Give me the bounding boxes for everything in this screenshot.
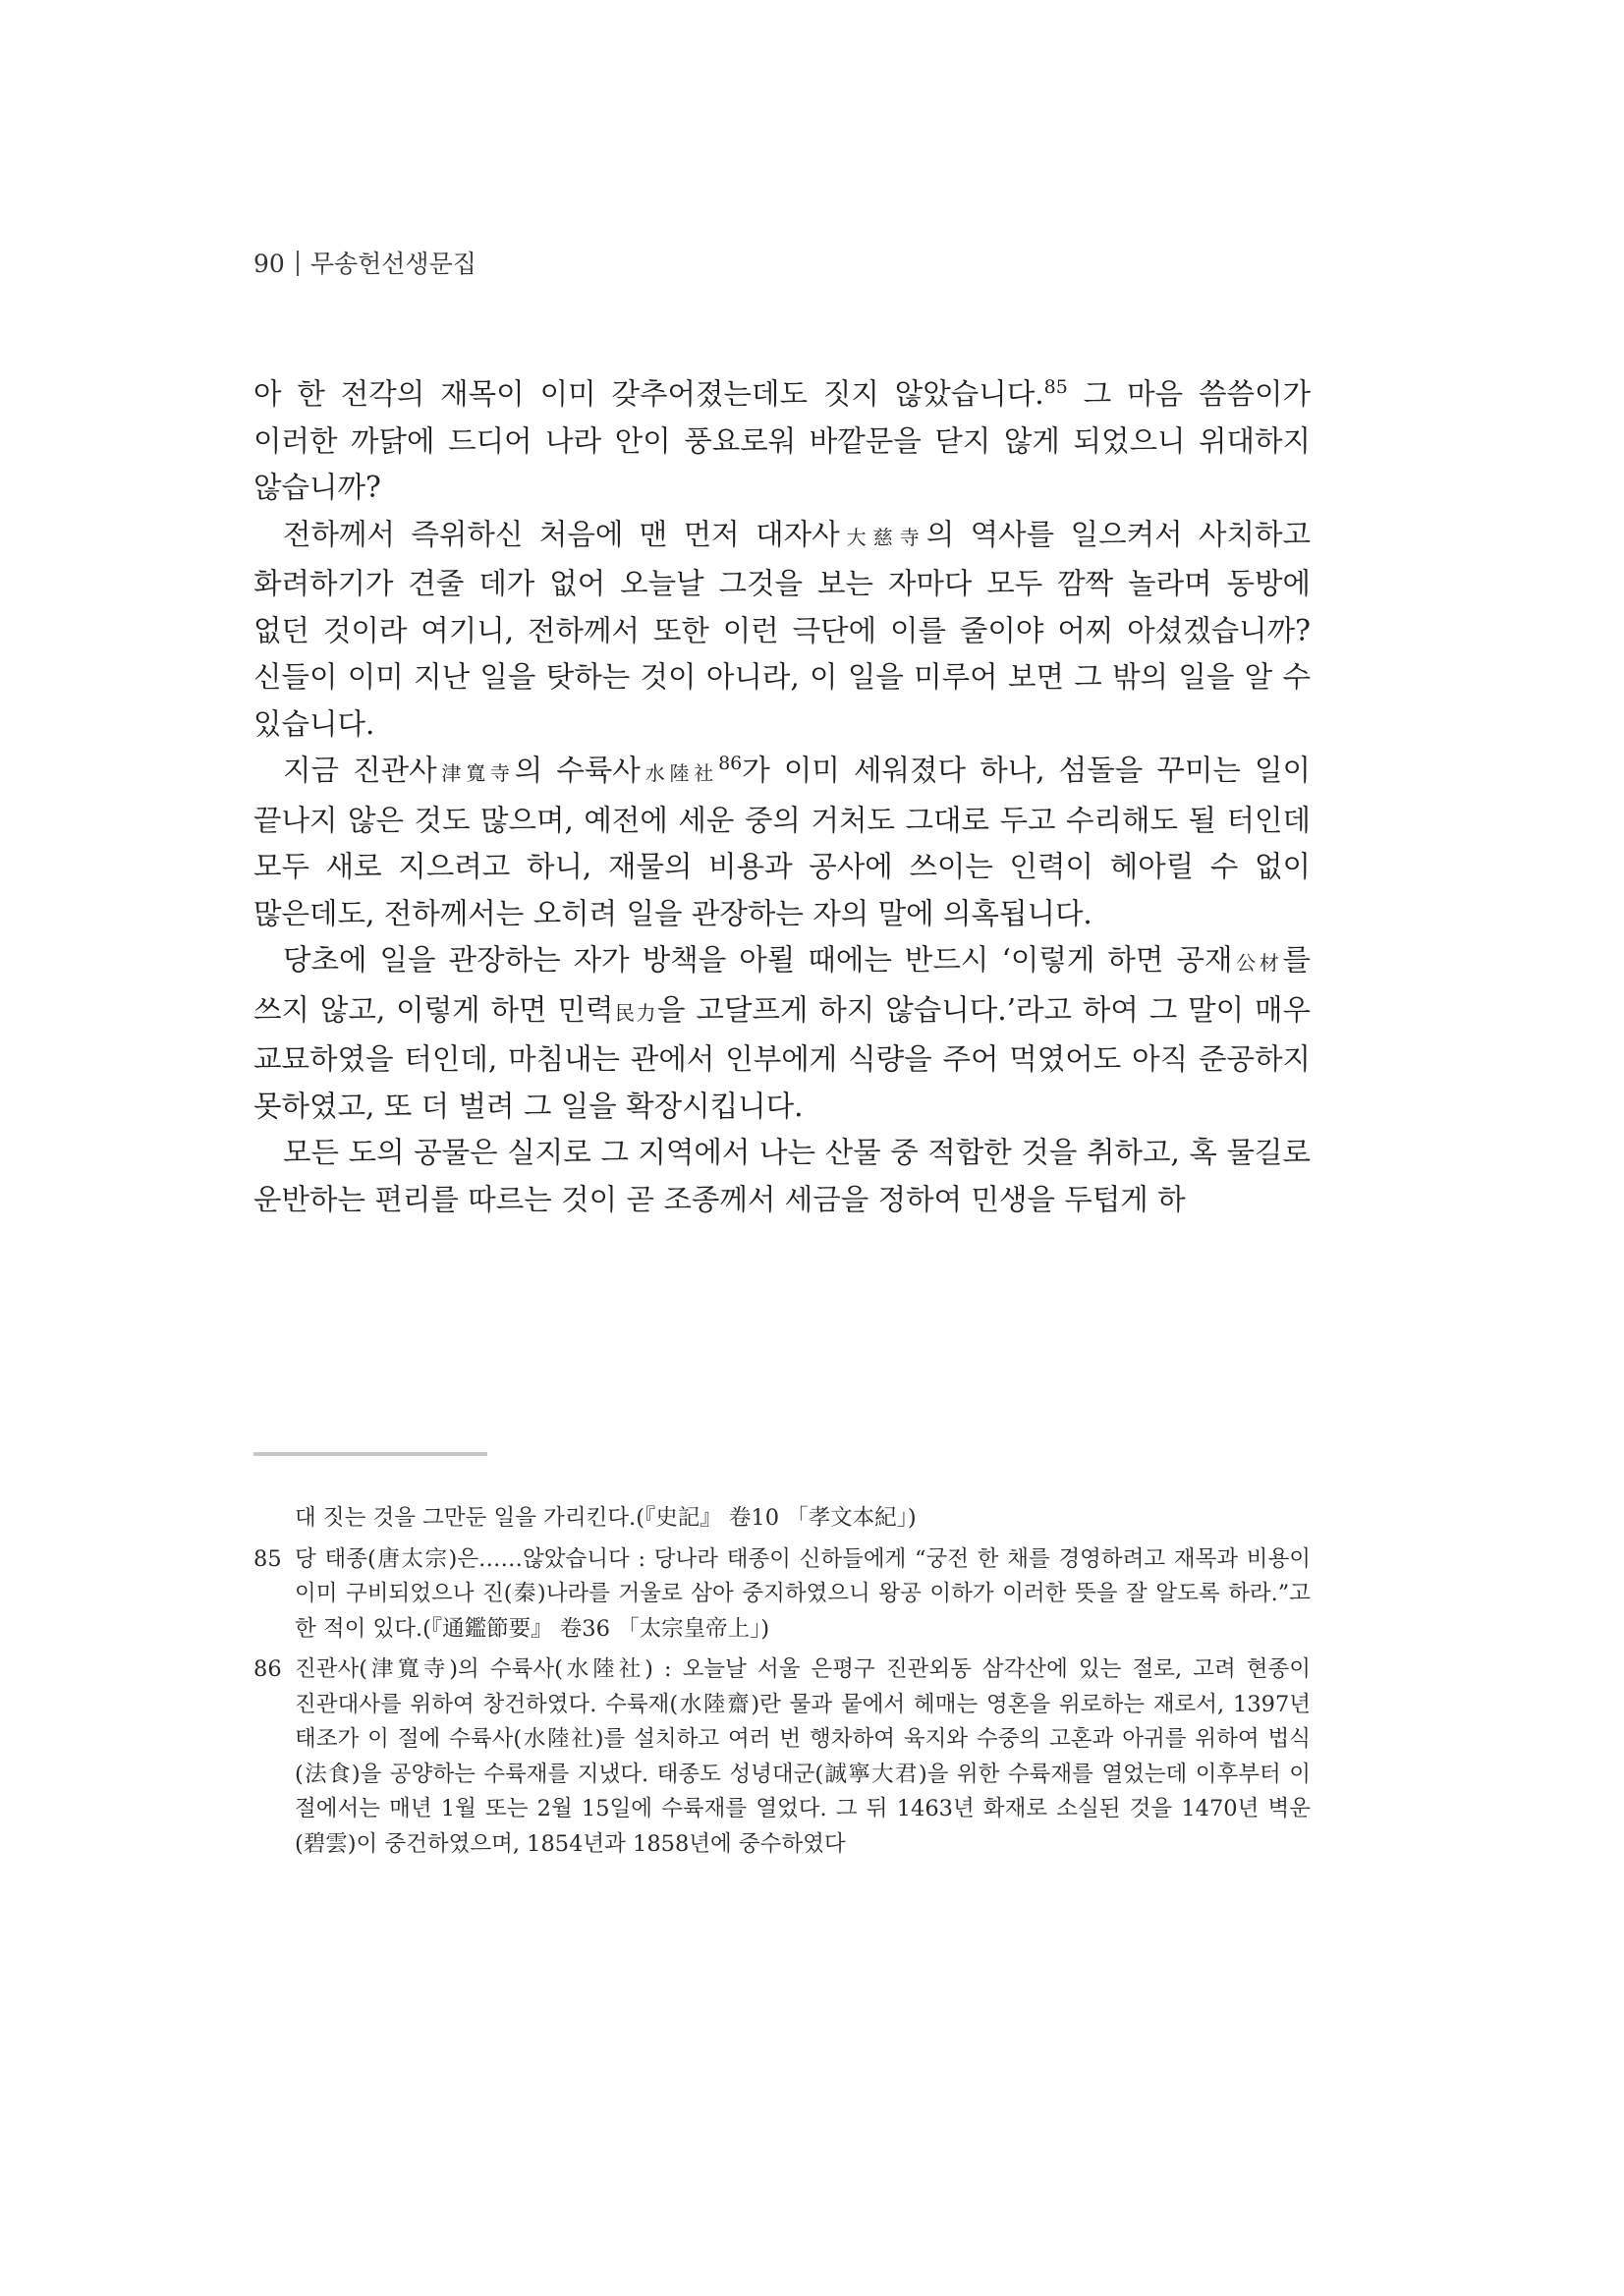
- paragraph-5: [253, 1130, 1311, 1223]
- text-span: 의 수륙사: [514, 754, 641, 787]
- text-span: 전하께서 즉위하신 처음에 맨 먼저 대자사: [283, 517, 840, 551]
- paragraph-1: [253, 371, 1311, 512]
- header-separator: [297, 251, 299, 276]
- running-header: [253, 248, 476, 281]
- paragraph-4: [253, 937, 1311, 1130]
- footnote-continuation: 대 짓는 것을 그만둔 일을 가리킨다.(『史記』 卷10 「孝文本紀」): [295, 1505, 917, 1531]
- footnote-ref-86[interactable]: 86: [718, 753, 743, 774]
- main-text: [253, 371, 1311, 1223]
- footnote-text: 진관사(津寬寺)의 수륙사(水陸社) : 오늘날 서울 은평구 진관외동 삼각산에 있는 절로, 고려 현종이 진관대사를 위하여 창건하였다. 수륙재(水陸齋)란 물과 뭍에서 헤매는 영혼을 위로하는 재로서, 1397년 태조가 이 절에 수륙사(水陸社)를 설치하고 여러 번 행차하여 육지와 수중의 고혼과 아귀를 위하여 법식(法食)을 공양하는 수륙재를 지냈다. 태종도 성녕대군(誠寧大君)을 위한 수륙재를 열었는데 이후부터 이 절에서는 매년 1월 또는 2월 15일에 수륙재를 열었다. 그 뒤 1463년 화재로 소실된 것을 1470년 벽운(碧雲)이 중건하였으며, 1854년과 1858년에 중수하였다: [295, 1656, 1311, 1857]
- footnotes: [253, 1501, 1311, 1868]
- page-number: 90: [253, 250, 285, 278]
- footnote-86: [253, 1652, 1311, 1862]
- text-span: 아 한 전각의 재목이 이미 갖추어졌는데도 짓지 않았습니다.: [253, 377, 1044, 411]
- hanja-gloss: 公材: [1232, 951, 1283, 975]
- hanja-gloss: 大慈寺: [839, 525, 926, 549]
- hanja-gloss: 民力: [613, 1000, 658, 1025]
- text-span: 당초에 일을 관장하는 자가 방책을 아뢸 때에는 반드시 ‘이렇게 하면 공재: [283, 943, 1233, 977]
- footnote-number: 86: [253, 1656, 282, 1682]
- hanja-gloss: 水陸社: [640, 761, 719, 785]
- text-span: 그 마음 씀씀이가 이러한 까닭에 드디어 나라 안이 풍요로워 바깥문을 닫지 않게 되었으니 위대하지 않습니까?: [253, 377, 1311, 504]
- footnote-85: [253, 1542, 1311, 1648]
- text-span: 모든 도의 공물은 실지로 그 지역에서 나는 산물 중 적합한 것을 취하고, 혹 물길로 운반하는 편리를 따르는 것이 곧 조종께서 세금을 정하여 민생을 두텁게 하: [253, 1136, 1311, 1216]
- paragraph-3: [253, 748, 1311, 937]
- text-span: 를 쓰지 않고, 이렇게 하면 민력: [253, 943, 1311, 1027]
- text-span: 의 역사를 일으켜서 사치하고 화려하기가 견줄 데가 없어 오늘날 그것을 보는 자마다 모두 깜짝 놀라며 동방에 없던 것이라 여기니, 전하께서 또한 이런 극단에 이를 줄이야 어찌 아셨겠습니까? 신들이 이미 지난 일을 탓하는 것이 아니라, 이 일을 미루어 보면 그 밖의 일을 알 수 있습니다.: [253, 517, 1311, 741]
- footnote-number: 85: [253, 1545, 282, 1572]
- text-span: 지금 진관사: [283, 754, 437, 787]
- footnote-text: 당 태종(唐太宗)은……않았습니다 : 당나라 태종이 신하들에게 “궁전 한 채를 경영하려고 재목과 비용이 이미 구비되었으나 진(秦)나라를 거울로 삼아 중지하였으니 왕공 이하가 이러한 뜻을 잘 알도록 하라.”고 한 적이 있다.(『通鑑節要』 卷36 「太宗皇帝上」): [295, 1545, 1311, 1642]
- text-span: 을 고달프게 하지 않습니다.’라고 하여 그 말이 매우 교묘하였을 터인데, 마침내는 관에서 인부에게 식량을 주어 먹였어도 아직 준공하지 못하였고, 또 더 벌려 그 일을 확장시킵니다.: [253, 992, 1312, 1123]
- book-title: 무송헌선생문집: [309, 250, 476, 278]
- footnote-divider: [253, 1452, 487, 1456]
- footnote-ref-85[interactable]: 85: [1043, 376, 1068, 398]
- paragraph-2: [253, 512, 1311, 749]
- hanja-gloss: 津寬寺: [436, 761, 515, 785]
- text-span: 가 이미 세워졌다 하나, 섬돌을 꾸미는 일이 끝나지 않은 것도 많으며, 예전에 세운 중의 거처도 그대로 두고 수리해도 될 터인데 모두 새로 지으려고 하니, 재물의 비용과 공사에 쓰이는 인력이 헤아릴 수 없이 많은데도, 전하께서는 오히려 일을 관장하는 자의 말에 의혹됩니다.: [253, 754, 1312, 930]
